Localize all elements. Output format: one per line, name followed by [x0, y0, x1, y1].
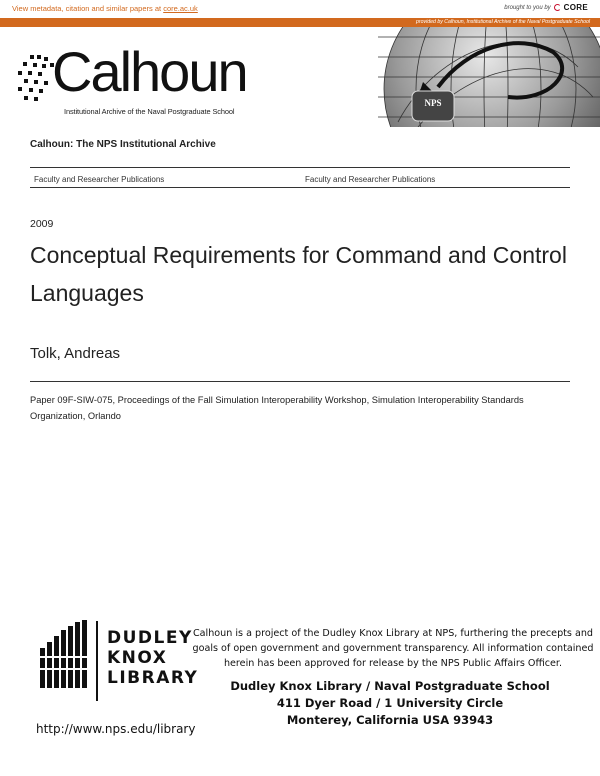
address-line-2: 411 Dyer Road / 1 University Circle	[276, 696, 504, 710]
address-line-3: Monterey, California USA 93943	[286, 713, 494, 727]
collection-right[interactable]: Faculty and Researcher Publications	[305, 175, 436, 184]
core-link-prefix: View metadata, citation and similar papers at	[12, 4, 162, 13]
archive-title: Calhoun: The NPS Institutional Archive	[30, 139, 216, 150]
library-name-line2: KNOX	[107, 648, 168, 668]
divider-author	[30, 381, 570, 382]
calhoun-subtitle: Institutional Archive of the Naval Postgraduate School	[64, 107, 235, 116]
brought-by-text: brought to you by	[504, 4, 551, 11]
library-url-link[interactable]: http://www.nps.edu/library	[36, 722, 196, 736]
dudley-knox-library-icon	[38, 618, 100, 700]
provided-by-text: provided by Calhoun, Institutional Archive of the Naval Postgraduate School	[416, 19, 590, 25]
calhoun-wordmark: Calhoun	[52, 40, 247, 103]
core-metadata-link[interactable]	[12, 4, 198, 13]
provider-bar	[0, 18, 600, 27]
library-address	[190, 678, 590, 729]
document-title: Conceptual Requirements for Command and Control Languages	[30, 242, 567, 306]
core-link-anchor[interactable]: core.ac.uk	[163, 4, 198, 13]
document-author: Tolk, Andreas	[30, 345, 121, 362]
divider-meta	[30, 187, 570, 188]
library-name	[107, 628, 198, 688]
library-name-line3: LIBRARY	[107, 668, 199, 688]
document-citation: Paper 09F-SIW-075, Proceedings of the Fall Simulation Interoperability Workshop, Simulation Interoperability Standards Organization, Orlando	[30, 395, 524, 421]
nps-seal-label: NPS	[424, 98, 442, 108]
collection-left[interactable]: Faculty and Researcher Publications	[34, 175, 165, 184]
core-brand[interactable]	[504, 3, 588, 12]
divider-top	[30, 167, 570, 168]
library-blurb: Calhoun is a project of the Dudley Knox Library at NPS, furthering the precepts and goals of open government and government transparency. All information contained herein has been approved for release by the NPS Public Affairs Officer.	[192, 628, 594, 669]
core-brand-name: CORE	[563, 3, 588, 12]
library-divider	[96, 621, 98, 701]
library-name-line1: DUDLEY	[107, 628, 193, 648]
core-logo-icon	[554, 4, 561, 11]
core-header	[0, 0, 600, 18]
globe-graphic	[378, 27, 600, 127]
address-line-1: Dudley Knox Library / Naval Postgraduate School	[230, 679, 550, 693]
publication-year: 2009	[30, 218, 54, 230]
